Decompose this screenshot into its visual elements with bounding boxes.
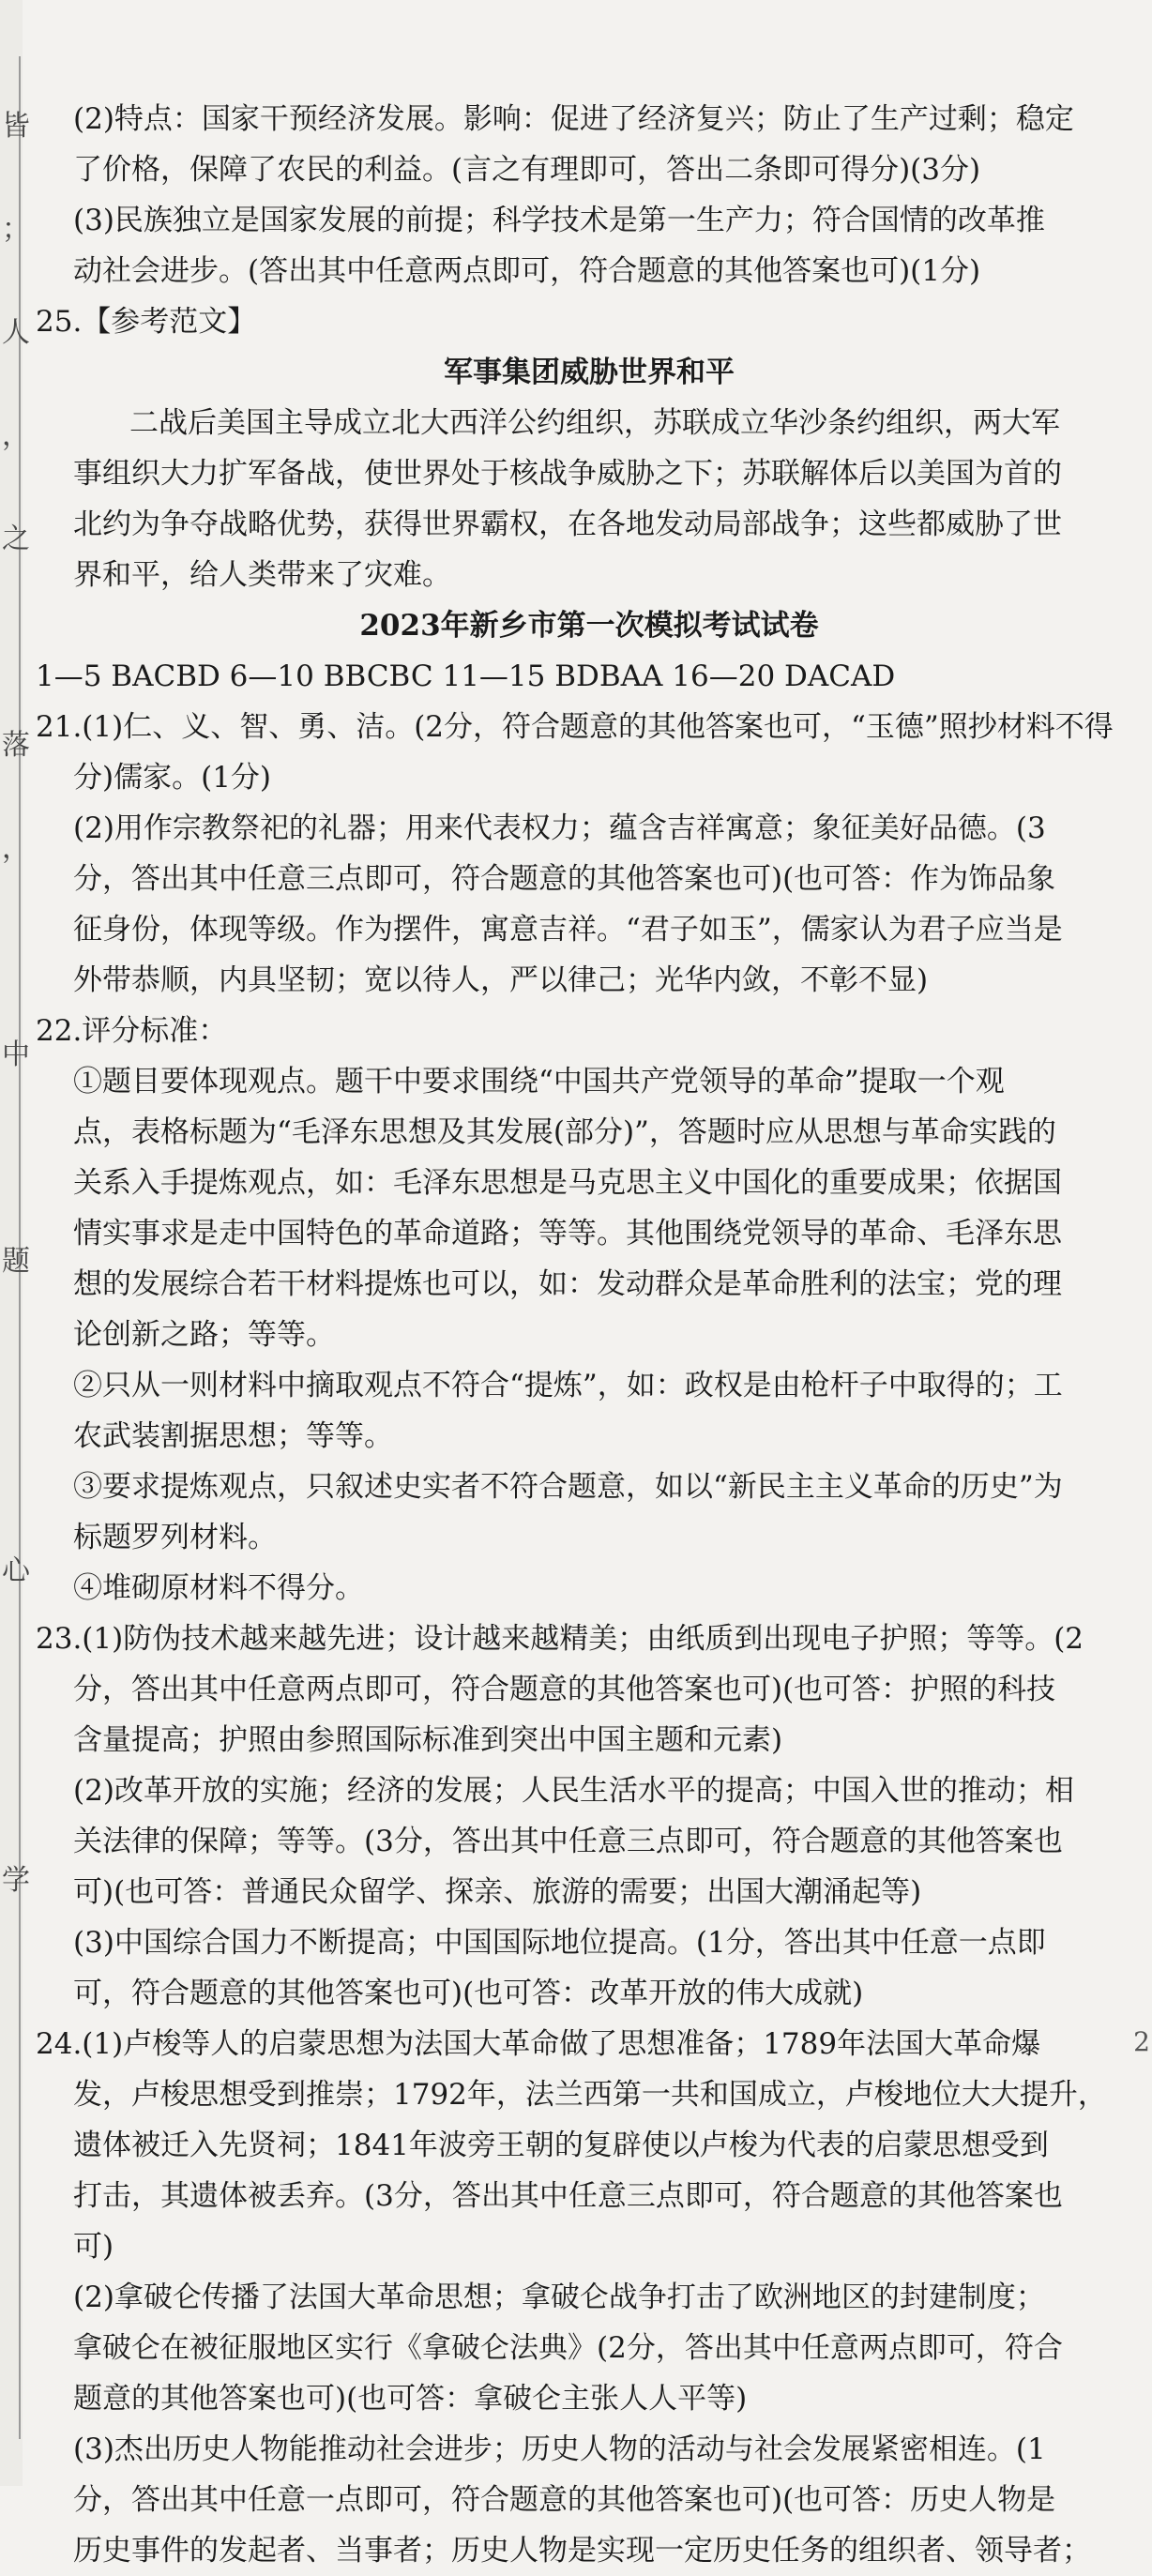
text-line: 含量提高；护照由参照国际标准到突出中国主题和元素) — [73, 1723, 783, 1757]
section-title: 军事集团威胁世界和平 — [444, 356, 735, 389]
text-line: 遗体被迁入先贤祠；1841年波旁王朝的复辟使以卢梭为代表的启蒙思想受到 — [73, 2129, 1049, 2162]
text-line: 24.(1)卢梭等人的启蒙思想为法国大革命做了思想准备；1789年法国大革命爆 — [36, 2027, 1041, 2061]
text-line: (3)民族独立是国家发展的前提；科学技术是第一生产力；符合国情的改革推 — [73, 204, 1045, 237]
margin-char: 落 — [2, 729, 30, 762]
text-line: 23.(1)防伪技术越来越先进；设计越来越精美；由纸质到出现电子护照；等等。(2 — [36, 1622, 1084, 1656]
margin-char: 人 — [2, 316, 30, 349]
text-line: ①题目要体现观点。题干中要求围绕“中国共产党领导的革命”提取一个观 — [73, 1065, 1005, 1099]
text-line: 1—5 BACBD 6—10 BBCBC 11—15 BDBAA 16—20 DACAD — [36, 659, 896, 693]
text-line: 征身份，体现等级。作为摆件，寓意吉祥。“君子如玉”，儒家认为君子应当是 — [73, 913, 1063, 947]
text-line: 北约为争夺战略优势，获得世界霸权，在各地发动局部战争；这些都威胁了世 — [73, 508, 1062, 541]
margin-char: 皆 — [2, 110, 30, 143]
text-line: 关法律的保障；等等。(3分，答出其中任意三点即可，符合题意的其他答案也 — [73, 1825, 1063, 1858]
text-line: 外带恭顺，内具坚韧；宽以待人，严以律己；光华内敛，不彰不显) — [73, 963, 929, 997]
text-line: 22.评分标准： — [36, 1014, 228, 1048]
margin-char: ； — [2, 213, 30, 246]
margin-char: ， — [2, 832, 30, 865]
text-line: 拿破仑在被征服地区实行《拿破仑法典》(2分，答出其中任意两点即可，符合 — [73, 2331, 1063, 2365]
text-line: 分，答出其中任意一点即可，符合题意的其他答案也可)(也可答：历史人物是 — [73, 2483, 1056, 2517]
text-line: 动社会进步。(答出其中任意两点即可，符合题意的其他答案也可)(1分) — [73, 254, 981, 288]
margin-char: 中 — [2, 1038, 30, 1071]
text-line: 分)儒家。(1分) — [73, 761, 272, 795]
text-line: 农武装割据思想；等等。 — [73, 1419, 393, 1453]
text-line: 题意的其他答案也可)(也可答：拿破仑主张人人平等) — [73, 2382, 748, 2416]
text-line: 分，答出其中任意三点即可，符合题意的其他答案也可)(也可答：作为饰品象 — [73, 862, 1056, 896]
text-line: (2)用作宗教祭祀的礼器；用来代表权力；蕴含吉祥寓意；象征美好品德。(3 — [73, 811, 1046, 845]
margin-char: ， — [2, 419, 30, 452]
text-line: (2)特点：国家干预经济发展。影响：促进了经济复兴；防止了生产过剩；稳定 — [73, 102, 1074, 136]
text-line: 关系入手提炼观点，如：毛泽东思想是马克思主义中国化的重要成果；依据国 — [73, 1166, 1062, 1200]
text-line: ②只从一则材料中摘取观点不符合“提炼”，如：政权是由枪杆子中取得的；工 — [73, 1369, 1063, 1402]
text-line: 可，符合题意的其他答案也可)(也可答：改革开放的伟大成就) — [73, 1977, 864, 2010]
text-line: 二战后美国主导成立北大西洋公约组织，苏联成立华沙条约组织，两大军 — [129, 406, 1060, 440]
margin-char: 学 — [2, 1864, 30, 1897]
text-line: (2)拿破仑传播了法国大革命思想；拿破仑战争打击了欧洲地区的封建制度； — [73, 2281, 1045, 2314]
text-line: 打击，其遗体被丢弃。(3分，答出其中任意三点即可，符合题意的其他答案也 — [73, 2179, 1063, 2213]
text-line: 情实事求是走中国特色的革命道路；等等。其他围绕党领导的革命、毛泽东思 — [73, 1217, 1062, 1250]
margin-char: 之 — [2, 523, 30, 555]
text-line: 发，卢梭思想受到推崇；1792年，法兰西第一共和国成立，卢梭地位大大提升， — [73, 2078, 1107, 2112]
text-line: 界和平，给人类带来了灾难。 — [73, 558, 451, 592]
text-line: 历史事件的发起者、当事者；历史人物是实现一定历史任务的组织者、领导者； — [73, 2534, 1091, 2568]
answer-key-body — [36, 94, 1143, 2576]
section-title: 2023年新乡市第一次模拟考试试卷 — [359, 609, 819, 643]
text-line: 21.(1)仁、义、智、勇、洁。(2分，符合题意的其他答案也可，“玉德”照抄材料不得 — [36, 710, 1114, 744]
text-line: 想的发展综合若干材料提炼也可以，如：发动群众是革命胜利的法宝；党的理 — [73, 1267, 1062, 1301]
text-line: 标题罗列材料。 — [73, 1521, 277, 1554]
text-line: 论创新之路；等等。 — [73, 1318, 335, 1352]
text-line: 事组织大力扩军备战，使世界处于核战争威胁之下；苏联解体后以美国为首的 — [73, 457, 1062, 491]
text-line: 分，答出其中任意两点即可，符合题意的其他答案也可)(也可答：护照的科技 — [73, 1673, 1056, 1706]
text-line: 可)(也可答：普通民众留学、探亲、旅游的需要；出国大潮涌起等) — [73, 1875, 922, 1909]
text-line: (3)杰出历史人物能推动社会进步；历史人物的活动与社会发展紧密相连。(1 — [73, 2432, 1046, 2466]
text-line: (2)改革开放的实施；经济的发展；人民生活水平的提高；中国入世的推动；相 — [73, 1774, 1074, 1808]
right-edge-fragment: 2 — [1133, 2026, 1150, 2057]
text-line: 可) — [73, 2230, 114, 2264]
text-line: 了价格，保障了农民的利益。(言之有理即可，答出二条即可得分)(3分) — [73, 153, 981, 187]
margin-char: 心 — [2, 1554, 30, 1587]
text-line: 25.【参考范文】 — [36, 305, 257, 339]
margin-char: 题 — [2, 1245, 30, 1278]
text-line: ④堆砌原材料不得分。 — [73, 1571, 364, 1605]
text-line: ③要求提炼观点，只叙述史实者不符合题意，如以“新民主主义革命的历史”为 — [73, 1470, 1063, 1504]
text-line: (3)中国综合国力不断提高；中国国际地位提高。(1分，答出其中任意一点即 — [73, 1926, 1046, 1960]
text-line: 点，表格标题为“毛泽东思想及其发展(部分)”，答题时应从思想与革命实践的 — [73, 1115, 1056, 1149]
